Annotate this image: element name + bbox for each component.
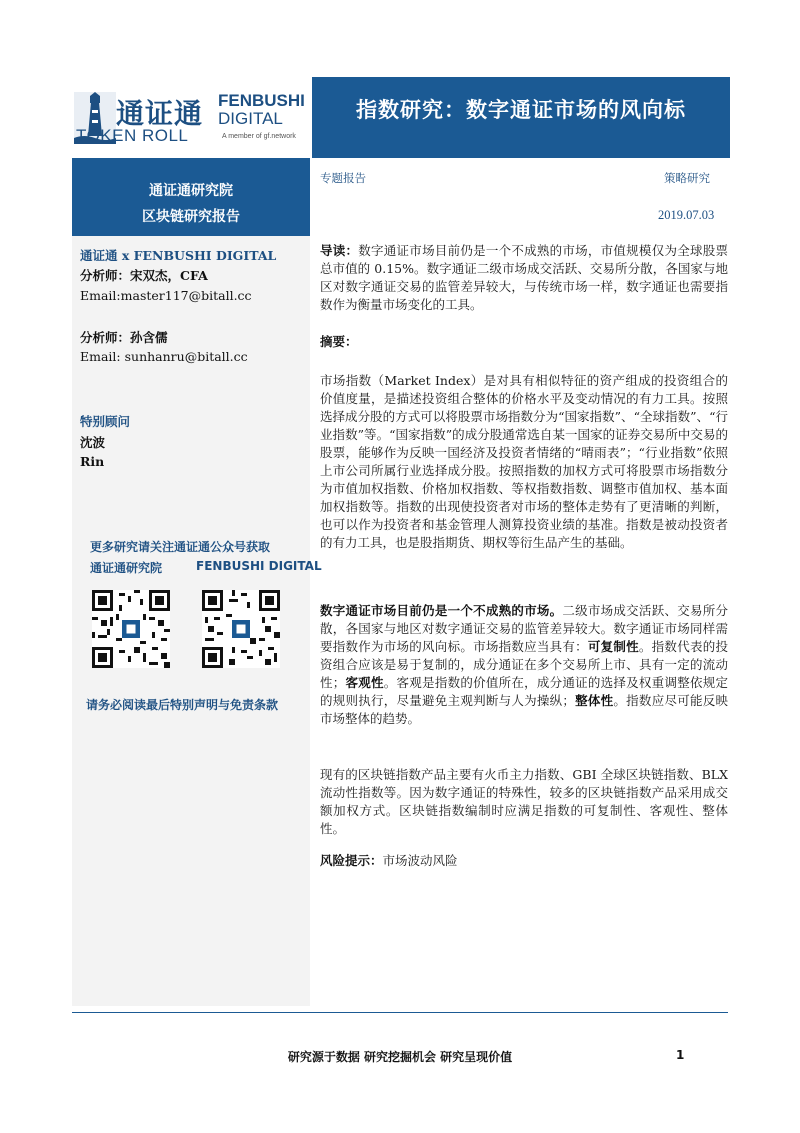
intro-paragraph — [320, 242, 728, 314]
promo-left-label: 通证通研究院 — [90, 561, 163, 575]
para2-keyword-1: 可复制性 — [587, 639, 639, 654]
qr-code-left — [92, 590, 170, 668]
analyst2-email: Email: sunhanru@bitall.cc — [80, 349, 248, 364]
promo-text: 更多研究请关注通证通公众号获取 — [90, 540, 271, 554]
advisor-name-2: Rin — [80, 454, 105, 469]
team-label: 通证通 x FENBUSHI DIGITAL — [80, 248, 277, 263]
advisor-label: 特别顾问 — [80, 414, 131, 429]
qr-code-right — [202, 590, 280, 668]
institute-name: 通证通研究院 — [149, 183, 233, 199]
logo-fenbushi-text — [218, 92, 305, 128]
summary-label: 摘要： — [320, 334, 358, 349]
logo-token-roll: TOKEN ROLL — [76, 126, 189, 145]
sidebar — [72, 158, 310, 1006]
promo-right-label: FENBUSHI DIGITAL — [196, 559, 322, 573]
analyst2-label: 分析师：孙含儒 — [80, 330, 168, 345]
summary-paragraph-2 — [320, 602, 728, 728]
analyst1-email: Email:master117@bitall.cc — [80, 288, 252, 303]
advisor-name-1: 沈波 — [80, 435, 106, 450]
report-category: 策略研究 — [664, 171, 710, 185]
para2-text-c: 。客观是指数的价值所在，成分通证的选择及权重调整依规定的规则执行，尽量避免主观判断与人为操纵； — [320, 675, 728, 708]
qr-code-icon — [92, 590, 170, 668]
analyst1-label: 分析师：宋双杰，CFA — [80, 268, 208, 283]
footer-slogan: 研究源于数据 研究挖掘机会 研究呈现价值 — [287, 1050, 513, 1064]
report-type: 专题报告 — [320, 171, 366, 185]
intro-text: 数字通证市场目前仍是一个不成熟的市场，市值规模仅为全球股票总市值的 0.15%。数字通证二级市场成交活跃、交易所分散，各国家与地区对数字通证交易的监管差异较大，与传统市场一样，数字通证也需要指数作为衡量市场变化的工具。 — [320, 243, 728, 312]
report-series: 区块链研究报告 — [142, 209, 240, 225]
para2-keyword-2: 客观性 — [345, 675, 384, 690]
disclaimer-notice: 请务必阅读最后特别声明与免责条款 — [86, 698, 279, 712]
risk-paragraph — [320, 852, 728, 870]
page-number: 1 — [676, 1048, 685, 1062]
page-title: 指数研究：数字通证市场的风向标 — [356, 98, 686, 122]
footer-divider — [72, 1012, 728, 1013]
summary-paragraph-3: 现有的区块链指数产品主要有火币主力指数、GBI 全球区块链指数、BLX 流动性指数等。因为数字通证的特殊性，较多的区块链指数产品采用成交额加权方式。区块链指数编制时应满足指数的可复制性、客观性、整体性。 — [320, 767, 728, 836]
para2-text-b: 。指数代表的投资组合应该是易于复制的，成分通证在多个交易所上市、具有一定的流动性； — [320, 639, 728, 690]
report-date: 2019.07.03 — [658, 208, 715, 222]
para2-keyword-3: 整体性 — [574, 693, 614, 708]
logo-fenbushi: FENBUSHI — [218, 91, 305, 110]
logo-chinese-text: 通证通 — [116, 97, 204, 130]
para2-text-d: 。指数应尽可能反映市场整体的趋势。 — [320, 693, 728, 726]
summary-paragraph-1: 市场指数（Market Index）是对具有相似特征的资产组成的投资组合的价值度量，是描述投资组合整体的价格水平及变动情况的有力工具。按照选择成分股的方式可以将股票市场指数分为“国家指数”、“全球指数”、“行业指数”等。“国家指数”的成分股通常选自某一国家的证券交易所中交易的股票，能够作为反映一国经济及投资者情绪的“晴雨表”；“行业指数”依照上市公司所属行业选择成分股。按照指数的加权方式可将股票市场指数分为市值加权指数、价格加权指数、等权指数指数、调整市值加权、基本面加权指数等。指数的出现使投资者对市场的整体走势有了更清晰的判断，也可以作为投资者和基金管理人测算投资业绩的基准。指数是被动投资者的有力工具，也是股指期货、期权等衍生品产生的基础。 — [320, 373, 728, 550]
para2-lead: 数字通证市场目前仍是一个不成熟的市场。 — [320, 603, 563, 618]
logo-digital: DIGITAL — [218, 109, 283, 128]
logo-member-text: A member of gf.network — [222, 133, 296, 140]
summary-heading — [320, 333, 728, 351]
para2-text-a: 二级市场成交活跃、交易所分散，各国家与地区对数字通证交易的监管差异较大。数字通证市场同样需要指数作为市场的风向标。市场指数应当具有： — [320, 603, 728, 654]
risk-text: 市场波动风险 — [382, 853, 458, 868]
qr-code-icon — [202, 590, 280, 668]
intro-label: 导读： — [320, 243, 359, 258]
risk-label: 风险提示： — [320, 853, 383, 868]
